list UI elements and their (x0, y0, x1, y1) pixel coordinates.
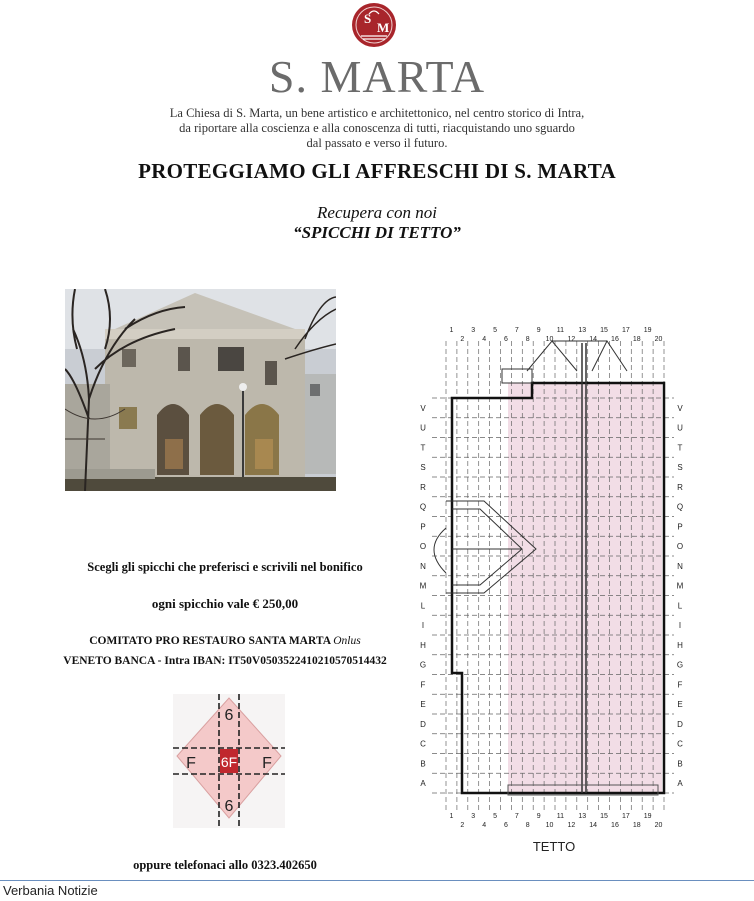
campaign-name: “SPICCHI DI TETTO” (293, 223, 461, 242)
row-label-right: P (677, 522, 683, 532)
footer-bar (0, 880, 754, 901)
column-label-bottom: 19 (643, 813, 652, 820)
subtitle: Recupera con noi (317, 203, 437, 222)
roof-plan-diagram (412, 323, 684, 855)
row-label-left: N (420, 561, 426, 571)
church-photo (65, 289, 336, 491)
row-label-left: U (420, 423, 426, 433)
column-label-top: 15 (600, 327, 608, 334)
row-label-left: T (420, 443, 426, 453)
row-label-left: O (419, 542, 427, 552)
row-label-right: H (677, 640, 683, 650)
row-label-left: Q (419, 502, 427, 512)
column-label-bottom: 10 (545, 822, 554, 829)
column-label-bottom: 9 (536, 813, 541, 820)
column-label-top: 17 (621, 327, 630, 334)
row-label-right: A (677, 779, 683, 789)
column-label-bottom: 5 (493, 813, 498, 820)
column-label-top: 16 (611, 336, 619, 343)
column-label-top: 18 (632, 336, 641, 343)
price-text: ogni spicchio vale € 250,00 (151, 596, 299, 611)
column-label-bottom: 14 (589, 822, 598, 829)
logo-letter-right: M (377, 20, 390, 35)
row-label-right: N (677, 561, 683, 571)
row-label-right: L (677, 601, 683, 611)
row-label-right: D (677, 719, 683, 729)
column-label-bottom: 2 (460, 822, 465, 829)
row-label-right: S (677, 463, 683, 473)
row-label-left: B (420, 759, 426, 769)
row-label-left: C (420, 739, 426, 749)
row-label-left: F (420, 680, 426, 690)
row-label-left: I (421, 621, 425, 631)
column-label-top: 20 (654, 336, 663, 343)
logo-seal-icon (347, 2, 401, 48)
row-label-left: R (420, 482, 426, 492)
row-label-right: I (678, 621, 682, 631)
column-label-top: 3 (471, 327, 476, 334)
example-left-label: F (186, 755, 196, 772)
column-label-top: 12 (567, 336, 576, 343)
column-label-bottom: 20 (654, 822, 663, 829)
description-line: da riportare alla coscienza e alla conoscenza di tutti, riacquistando uno sguardo (179, 121, 575, 135)
description-line: dal passato e verso il futuro. (306, 136, 448, 150)
row-label-right: F (677, 680, 683, 690)
headline: PROTEGGIAMO GLI AFFRESCHI DI S. MARTA (138, 159, 616, 183)
row-label-right: G (676, 660, 684, 670)
column-label-bottom: 13 (578, 813, 587, 820)
committee-text (60, 635, 390, 647)
column-label-top: 19 (643, 327, 652, 334)
footer-source: Verbania Notizie (3, 883, 98, 898)
row-label-right: E (677, 700, 683, 710)
roof-shaded-area (508, 383, 662, 793)
column-label-top: 10 (545, 336, 554, 343)
row-label-right: U (677, 423, 683, 433)
committee-name: COMITATO PRO RESTAURO SANTA MARTA (89, 635, 331, 647)
row-label-left: V (420, 403, 426, 413)
row-label-left: S (420, 463, 426, 473)
row-label-left: M (419, 581, 427, 591)
row-label-right: Q (676, 502, 684, 512)
column-label-bottom: 15 (600, 813, 608, 820)
row-label-left: L (420, 601, 426, 611)
example-center-label: 6F (220, 754, 238, 770)
row-label-right: T (677, 443, 683, 453)
row-label-left: A (420, 779, 426, 789)
row-label-left: H (420, 640, 426, 650)
description (0, 106, 754, 151)
column-label-bottom: 16 (611, 822, 619, 829)
row-label-left: P (420, 522, 426, 532)
row-label-left: G (419, 660, 427, 670)
column-label-bottom: 11 (556, 813, 565, 820)
row-label-right: B (677, 759, 683, 769)
column-label-top: 13 (578, 327, 587, 334)
row-label-right: O (676, 542, 684, 552)
column-label-bottom: 6 (503, 822, 508, 829)
row-label-right: C (677, 739, 683, 749)
logo-letter-left: S (364, 11, 372, 26)
column-label-top: 8 (525, 336, 530, 343)
column-label-bottom: 17 (621, 813, 630, 820)
example-bottom-label: 6 (224, 798, 234, 815)
example-top-label: 6 (224, 707, 234, 724)
column-label-bottom: 8 (525, 822, 530, 829)
column-label-bottom: 3 (471, 813, 476, 820)
instruction-text: Scegli gli spicchi che preferisci e scrivili nel bonifico (87, 560, 363, 574)
example-right-label: F (262, 755, 272, 772)
committee-suffix: Onlus (333, 635, 361, 647)
slice-example-diagram (173, 694, 285, 828)
row-label-right: R (677, 482, 683, 492)
column-label-top: 4 (482, 336, 487, 343)
column-label-bottom: 4 (482, 822, 487, 829)
bank-iban-text: VENETO BANCA - Intra IBAN: IT50V0503522410210570514432 (63, 655, 387, 667)
row-label-left: E (420, 700, 426, 710)
column-label-bottom: 18 (632, 822, 641, 829)
column-label-bottom: 1 (449, 813, 454, 820)
row-label-right: M (676, 581, 684, 591)
roof-caption: TETTO (532, 839, 576, 854)
description-line: La Chiesa di S. Marta, un bene artistico e architettonico, nel centro storico di Intra, (169, 106, 585, 120)
column-label-bottom: 12 (567, 822, 576, 829)
column-label-top: 1 (449, 327, 454, 334)
column-label-top: 5 (493, 327, 498, 334)
column-label-top: 7 (514, 327, 519, 334)
row-label-left: D (420, 719, 426, 729)
column-label-top: 2 (460, 336, 465, 343)
phone-text: oppure telefonaci allo 0323.402650 (133, 858, 317, 872)
page-title: S. MARTA (268, 51, 486, 102)
column-label-top: 6 (503, 336, 508, 343)
row-label-right: V (677, 403, 683, 413)
column-label-top: 9 (536, 327, 541, 334)
column-label-top: 14 (589, 336, 598, 343)
column-label-bottom: 7 (514, 813, 519, 820)
column-label-top: 11 (556, 327, 565, 334)
